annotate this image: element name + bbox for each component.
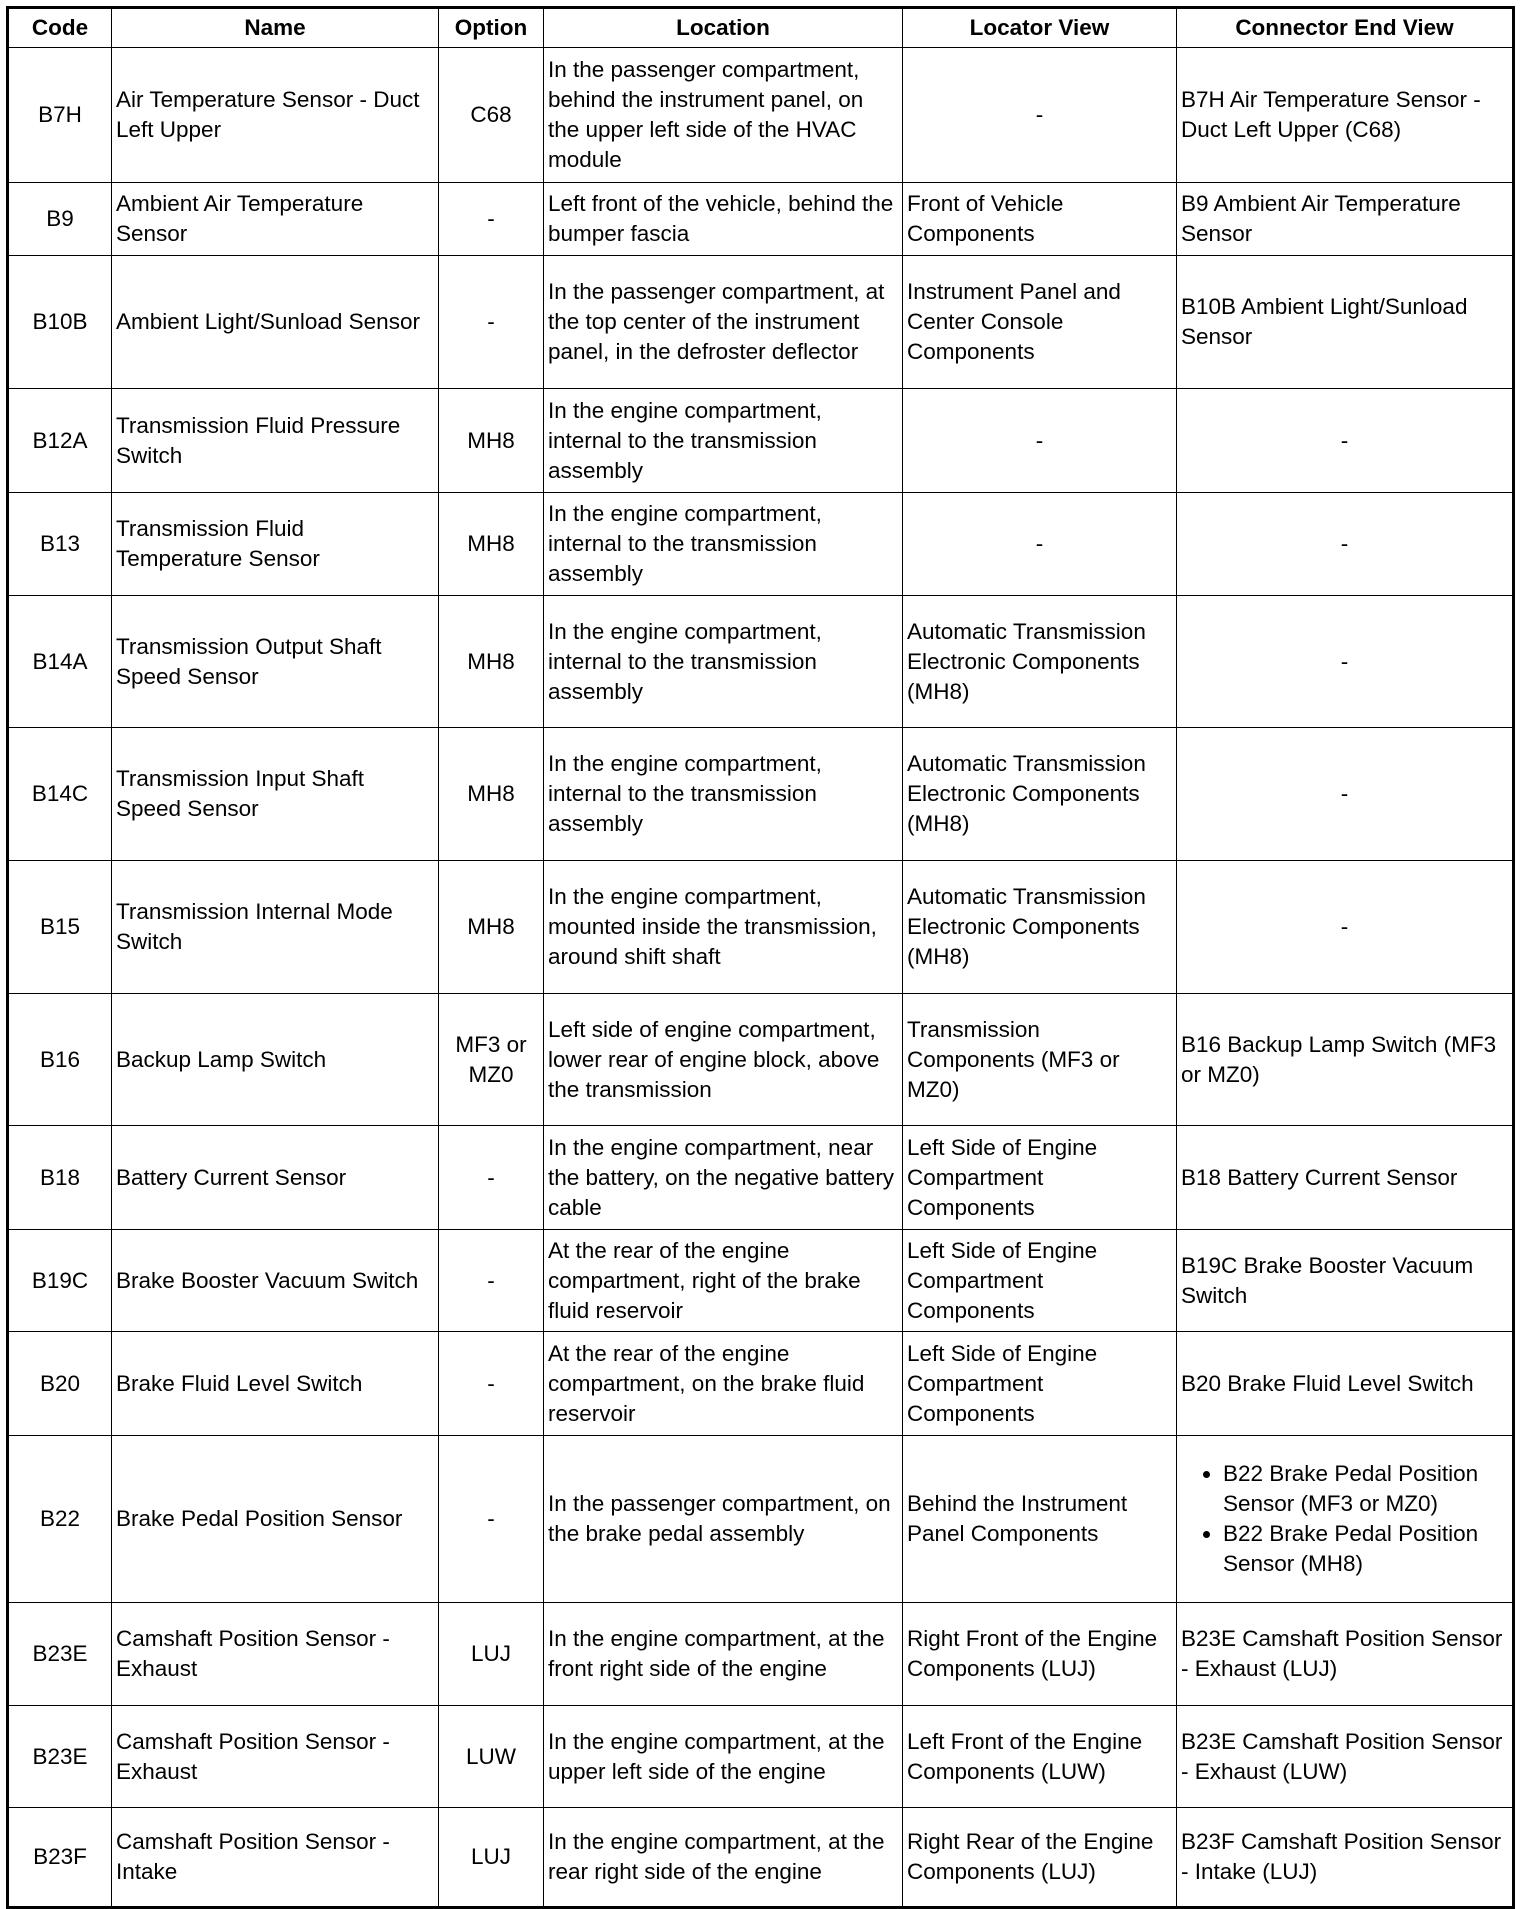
name-cell: Transmission Internal Mode Switch [112,861,439,994]
name-cell: Brake Booster Vacuum Switch [112,1230,439,1332]
option-cell: - [439,1332,544,1436]
code-cell: B10B [8,256,112,389]
location-cell: In the engine compartment, at the rear right side of the engine [544,1808,903,1908]
name-cell: Transmission Fluid Temperature Sensor [112,493,439,596]
table-row [8,596,1514,728]
option-cell: MF3 or MZ0 [439,994,544,1126]
locator-view-cell: Automatic Transmission Electronic Components (MH8) [903,728,1177,861]
name-cell: Backup Lamp Switch [112,994,439,1126]
connector-end-view-cell: B9 Ambient Air Temperature Sensor [1177,183,1514,256]
locator-view-cell: Left Side of Engine Compartment Components [903,1126,1177,1230]
connector-end-view-cell: - [1177,493,1514,596]
name-cell: Camshaft Position Sensor - Exhaust [112,1706,439,1808]
connector-end-view-cell: - [1177,861,1514,994]
code-cell: B23E [8,1706,112,1808]
code-cell: B23F [8,1808,112,1908]
option-cell: LUJ [439,1808,544,1908]
name-cell: Ambient Light/Sunload Sensor [112,256,439,389]
location-cell: In the passenger compartment, on the brake pedal assembly [544,1436,903,1603]
location-cell: In the engine compartment, at the front right side of the engine [544,1603,903,1706]
table-row [8,1808,1514,1908]
table-row [8,1332,1514,1436]
name-cell: Camshaft Position Sensor - Intake [112,1808,439,1908]
table-row [8,994,1514,1126]
location-cell: At the rear of the engine compartment, on the brake fluid reservoir [544,1332,903,1436]
table-row [8,1230,1514,1332]
location-cell: In the engine compartment, internal to the transmission assembly [544,596,903,728]
connector-end-view-cell: - [1177,596,1514,728]
connector-end-view-cell: - [1177,728,1514,861]
table-row [8,389,1514,493]
locator-view-cell: Behind the Instrument Panel Components [903,1436,1177,1603]
name-cell: Transmission Output Shaft Speed Sensor [112,596,439,728]
connector-list-item: • B22 Brake Pedal Position Sensor (MH8) [1223,1519,1508,1579]
column-header: Location [544,8,903,48]
locator-view-cell: Left Front of the Engine Components (LUW) [903,1706,1177,1808]
code-cell: B15 [8,861,112,994]
code-cell: B18 [8,1126,112,1230]
option-cell: MH8 [439,493,544,596]
code-cell: B7H [8,48,112,183]
connector-end-view-cell [1177,1436,1514,1603]
name-cell: Brake Pedal Position Sensor [112,1436,439,1603]
option-cell: MH8 [439,728,544,861]
locator-view-cell: Automatic Transmission Electronic Components (MH8) [903,861,1177,994]
connector-end-view-cell: B18 Battery Current Sensor [1177,1126,1514,1230]
name-cell: Ambient Air Temperature Sensor [112,183,439,256]
locator-view-cell: Instrument Panel and Center Console Components [903,256,1177,389]
option-cell: - [439,256,544,389]
location-cell: In the engine compartment, internal to the transmission assembly [544,728,903,861]
locator-view-cell: Left Side of Engine Compartment Components [903,1230,1177,1332]
connector-end-view-cell: B19C Brake Booster Vacuum Switch [1177,1230,1514,1332]
table-row [8,861,1514,994]
location-cell: At the rear of the engine compartment, right of the brake fluid reservoir [544,1230,903,1332]
column-header: Option [439,8,544,48]
code-cell: B20 [8,1332,112,1436]
table-row [8,256,1514,389]
location-cell: In the engine compartment, internal to the transmission assembly [544,389,903,493]
connector-end-view-cell: B23E Camshaft Position Sensor - Exhaust (LUW) [1177,1706,1514,1808]
locator-view-cell: Right Front of the Engine Components (LUJ) [903,1603,1177,1706]
code-cell: B13 [8,493,112,596]
code-cell: B16 [8,994,112,1126]
location-cell: In the passenger compartment, behind the instrument panel, on the upper left side of the HVAC module [544,48,903,183]
location-cell: In the engine compartment, internal to the transmission assembly [544,493,903,596]
code-cell: B23E [8,1603,112,1706]
locator-view-cell: - [903,389,1177,493]
connector-end-view-cell: B10B Ambient Light/Sunload Sensor [1177,256,1514,389]
connector-list-item: • B22 Brake Pedal Position Sensor (MF3 or MZ0) [1223,1459,1508,1519]
table-row [8,1436,1514,1603]
table-row [8,1706,1514,1808]
column-header: Locator View [903,8,1177,48]
table-row [8,493,1514,596]
locator-view-cell: Transmission Components (MF3 or MZ0) [903,994,1177,1126]
code-cell: B12A [8,389,112,493]
name-cell: Air Temperature Sensor - Duct Left Upper [112,48,439,183]
name-cell: Transmission Fluid Pressure Switch [112,389,439,493]
column-header: Connector End View [1177,8,1514,48]
option-cell: - [439,1436,544,1603]
option-cell: LUJ [439,1603,544,1706]
location-cell: In the engine compartment, mounted inside the transmission, around shift shaft [544,861,903,994]
component-locator-table [6,6,1515,1909]
column-header: Name [112,8,439,48]
location-cell: In the engine compartment, near the battery, on the negative battery cable [544,1126,903,1230]
option-cell: LUW [439,1706,544,1808]
location-cell: Left front of the vehicle, behind the bumper fascia [544,183,903,256]
option-cell: MH8 [439,596,544,728]
locator-view-cell: Left Side of Engine Compartment Components [903,1332,1177,1436]
locator-view-cell: - [903,493,1177,596]
table-row [8,1126,1514,1230]
header-row [8,8,1514,48]
connector-end-view-cell: B20 Brake Fluid Level Switch [1177,1332,1514,1436]
location-cell: Left side of engine compartment, lower rear of engine block, above the transmission [544,994,903,1126]
locator-view-cell: Front of Vehicle Components [903,183,1177,256]
option-cell: MH8 [439,389,544,493]
code-cell: B14C [8,728,112,861]
option-cell: - [439,1230,544,1332]
column-header: Code [8,8,112,48]
option-cell: MH8 [439,861,544,994]
name-cell: Transmission Input Shaft Speed Sensor [112,728,439,861]
connector-end-view-cell: - [1177,389,1514,493]
location-cell: In the engine compartment, at the upper left side of the engine [544,1706,903,1808]
code-cell: B9 [8,183,112,256]
location-cell: In the passenger compartment, at the top center of the instrument panel, in the defroster deflector [544,256,903,389]
code-cell: B22 [8,1436,112,1603]
name-cell: Camshaft Position Sensor - Exhaust [112,1603,439,1706]
name-cell: Battery Current Sensor [112,1126,439,1230]
connector-end-view-cell: B7H Air Temperature Sensor - Duct Left Upper (C68) [1177,48,1514,183]
option-cell: - [439,1126,544,1230]
locator-view-cell: Automatic Transmission Electronic Components (MH8) [903,596,1177,728]
table-row [8,1603,1514,1706]
locator-view-cell: Right Rear of the Engine Components (LUJ) [903,1808,1177,1908]
name-cell: Brake Fluid Level Switch [112,1332,439,1436]
table-row [8,183,1514,256]
code-cell: B14A [8,596,112,728]
option-cell: C68 [439,48,544,183]
code-cell: B19C [8,1230,112,1332]
connector-list [1181,1459,1508,1579]
locator-view-cell: - [903,48,1177,183]
table-row [8,48,1514,183]
connector-end-view-cell: B23E Camshaft Position Sensor - Exhaust (LUJ) [1177,1603,1514,1706]
table-row [8,728,1514,861]
connector-end-view-cell: B16 Backup Lamp Switch (MF3 or MZ0) [1177,994,1514,1126]
option-cell: - [439,183,544,256]
connector-end-view-cell: B23F Camshaft Position Sensor - Intake (LUJ) [1177,1808,1514,1908]
